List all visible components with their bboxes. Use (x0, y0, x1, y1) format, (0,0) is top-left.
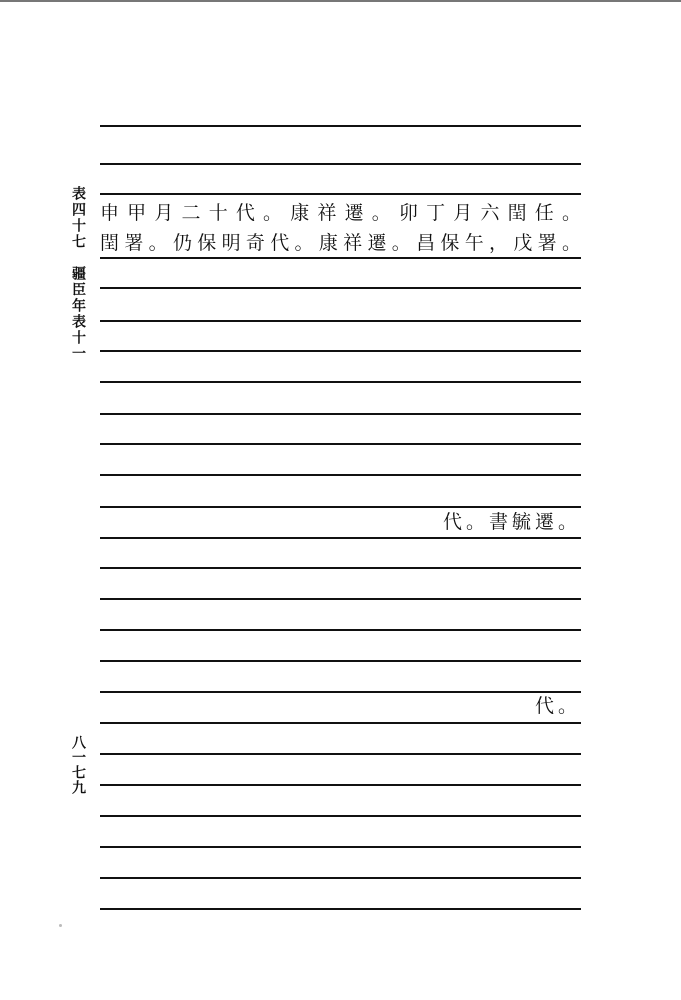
table-rule (100, 722, 581, 724)
table-rule (100, 443, 581, 445)
table-rule (100, 474, 581, 476)
table-rule (100, 320, 581, 322)
page-number: 八一七九 (70, 735, 86, 795)
table-rule (100, 381, 581, 383)
entry-line: 代。書毓遷。 (442, 511, 581, 533)
table-rule (100, 413, 581, 415)
scan-speck (59, 924, 62, 927)
table-rule (100, 567, 581, 569)
entry-line: 申甲月二十代。康祥遷。卯丁月六閏任。 (100, 202, 581, 224)
table-rule (100, 598, 581, 600)
table-rule (100, 660, 581, 662)
table-rule (100, 784, 581, 786)
table-rule (100, 908, 581, 910)
table-rule (100, 163, 581, 165)
table-section-title: 表四十七 疆臣年表十一 (70, 186, 86, 362)
table-rule (100, 846, 581, 848)
table-rule (100, 125, 581, 127)
entry-line: 代。 (534, 695, 581, 717)
page-top-edge (0, 0, 681, 2)
table-rule (100, 629, 581, 631)
entry-line: 閏署。仍保明奇代。康祥遷。昌保午，戊署。 (100, 232, 581, 254)
table-rule (100, 537, 581, 539)
table-rule (100, 287, 581, 289)
table-rule (100, 877, 581, 879)
table-rule (100, 815, 581, 817)
table-rule (100, 350, 581, 352)
table-rule (100, 753, 581, 755)
